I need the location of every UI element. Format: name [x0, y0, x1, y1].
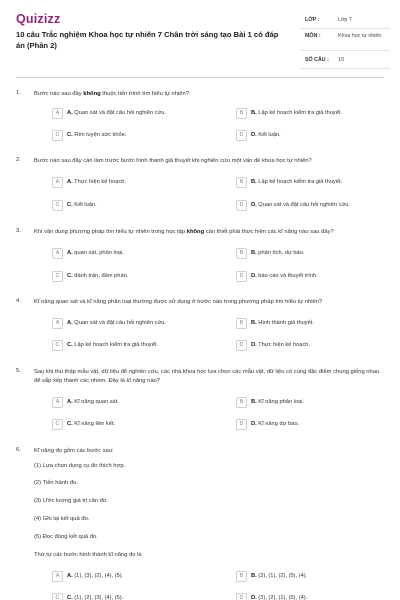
meta-panel	[300, 13, 390, 69]
quizizz-logo: Quizizz	[16, 12, 61, 26]
question-text: Khi vận dụng phương pháp tìm hiểu tự nhiên trong học tập không cần thiết phải thực hiện các kĩ năng nào sau đây?	[34, 229, 334, 235]
option-letter-box: D	[236, 271, 247, 282]
meta-row-grade	[300, 13, 390, 29]
option-letter-box: D	[236, 340, 247, 351]
option-letter-box: C	[52, 271, 63, 282]
meta-row-count	[300, 51, 390, 69]
meta-key: LỚP :	[305, 17, 320, 23]
question-step-line: (4) Ghi lại kết quả đo.	[34, 516, 90, 522]
meta-value: 10	[338, 57, 344, 63]
option-letter-box: C	[52, 200, 63, 211]
question-number: 2.	[16, 157, 21, 163]
header-divider	[16, 77, 384, 78]
question-step-line: (1) Lựa chọn dụng cụ đo thích hợp.	[34, 463, 126, 469]
meta-key: MÔN :	[305, 33, 321, 39]
option-letter-box: C	[52, 340, 63, 351]
question-number: 5.	[16, 368, 21, 374]
question-step-line: (5) Đọc đúng kết quả đo.	[34, 534, 98, 540]
question-step-line: (2) Tiến hành đo.	[34, 480, 78, 486]
option-letter-box: B	[236, 108, 247, 119]
option-letter-box: A	[52, 397, 63, 408]
option-letter-box: A	[52, 108, 63, 119]
question-text: Bước nào sau đây không thuộc tiến trình tìm hiểu tự nhiên?	[34, 91, 189, 97]
option-letter-box: D	[236, 200, 247, 211]
question-number: 3.	[16, 228, 21, 234]
option-letter-box: D	[236, 419, 247, 430]
option-letter-box: B	[236, 397, 247, 408]
question-number: 1.	[16, 90, 21, 96]
option-letter-box: B	[236, 177, 247, 188]
question-text: Kĩ năng quan sát và kĩ năng phân loại thường được sử dụng ở bước nào trong phương pháp tìm hiểu tự nhiên?	[34, 299, 323, 305]
meta-key: SỐ CÂU :	[305, 57, 329, 63]
option-letter-box: B	[236, 318, 247, 329]
option-letter-box: D	[236, 593, 247, 600]
question-step-line: (3) Ước lượng giá trị cần đo.	[34, 498, 108, 504]
question-number: 4.	[16, 298, 21, 304]
question-text: Sau khi thu thập mẫu vật, dữ liệu để nghiên cứu, các nhà khoa học lựa chọn các mẫu vật, dữ liệu có cùng đặc điểm chung giống nhau để sắp xếp thành các nhóm. Đây là kĩ năng nào?	[34, 369, 380, 384]
option-letter-box: C	[52, 419, 63, 430]
meta-row-subject	[300, 29, 390, 51]
option-letter-box: B	[236, 571, 247, 582]
option-letter-box: A	[52, 248, 63, 259]
option-letter-box: C	[52, 130, 63, 141]
option-letter-box: A	[52, 318, 63, 329]
question-text: Bước nào sau đây cần làm trước bước hình thành giả thuyết khi nghiên cứu một vấn đề khoa học tự nhiên?	[34, 158, 312, 164]
option-letter-box: C	[52, 593, 63, 600]
question-prompt-line: Thứ tự các bước hình thành kĩ năng đo là	[34, 552, 142, 558]
option-letter-box: A	[52, 571, 63, 582]
option-letter-box: B	[236, 248, 247, 259]
option-letter-box: D	[236, 130, 247, 141]
document-header	[0, 0, 400, 78]
option-letter-box: A	[52, 177, 63, 188]
question-text: Kĩ năng đo gồm các bước sau:	[34, 448, 114, 454]
meta-value: Khoa học tự nhiên	[338, 33, 382, 39]
question-number: 6.	[16, 447, 21, 453]
document-title: 10 câu Trắc nghiệm Khoa học tự nhiên 7 Chân trời sáng tạo Bài 1 có đáp án (Phần 2)	[16, 30, 279, 50]
meta-value: Lớp 7	[338, 17, 352, 23]
